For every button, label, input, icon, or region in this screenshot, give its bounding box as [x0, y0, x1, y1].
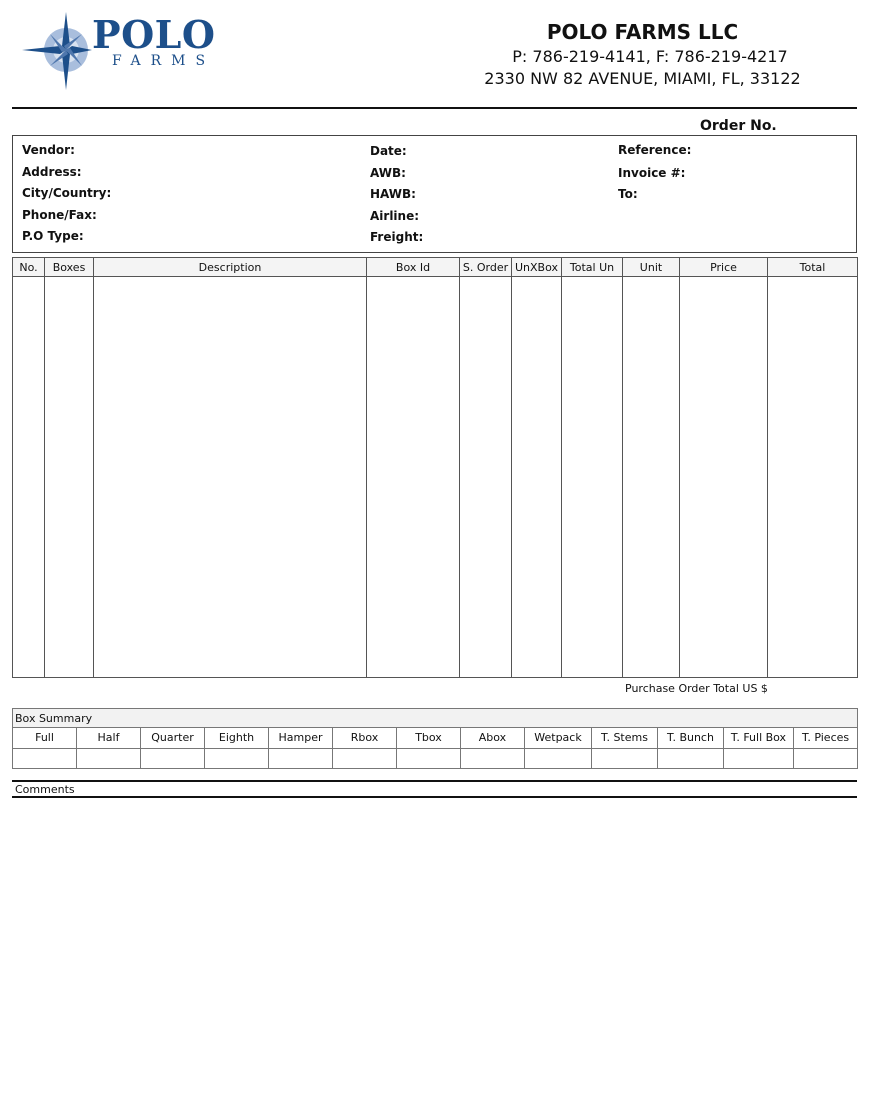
bs-header-half: Half — [77, 728, 141, 748]
table-cell — [680, 277, 768, 678]
company-phone: P: 786-219-4141, F: 786-219-4217 — [512, 47, 788, 66]
items-header-row — [13, 258, 858, 277]
bs-header-t-bunch: T. Bunch — [658, 728, 724, 748]
table-cell — [562, 277, 623, 678]
bs-header-hamper: Hamper — [269, 728, 333, 748]
col-header-no: No. — [13, 258, 45, 277]
bs-header-quarter: Quarter — [141, 728, 205, 748]
table-cell — [512, 277, 562, 678]
reference-label: Reference: — [618, 143, 692, 157]
table-cell — [460, 277, 512, 678]
company-name: POLO FARMS LLC — [546, 20, 739, 44]
invoice-label: Invoice #: — [618, 166, 686, 180]
comments-divider-bottom — [12, 796, 857, 798]
bs-header-full: Full — [13, 728, 77, 748]
to-label: To: — [618, 187, 638, 201]
box-summary-title: Box Summary — [13, 709, 858, 728]
col-header-total: Total — [768, 258, 858, 277]
company-address: 2330 NW 82 AVENUE, MIAMI, FL, 33122 — [484, 69, 801, 88]
bs-header-tbox: Tbox — [397, 728, 461, 748]
bs-header-abox: Abox — [461, 728, 525, 748]
table-cell — [658, 748, 724, 768]
logo-subtitle: FARMS — [112, 53, 216, 69]
bs-header-eighth: Eighth — [205, 728, 269, 748]
vendor-label: Vendor: — [22, 143, 75, 157]
logo-word: POLO — [92, 12, 216, 57]
col-header-total-un: Total Un — [562, 258, 623, 277]
compass-icon — [20, 10, 92, 92]
table-cell — [13, 748, 77, 768]
table-cell — [525, 748, 592, 768]
table-cell — [13, 277, 45, 678]
table-cell — [461, 748, 525, 768]
col-header-boxes: Boxes — [45, 258, 94, 277]
company-logo — [20, 10, 216, 92]
table-cell — [141, 748, 205, 768]
col-header-unxbox: UnXBox — [512, 258, 562, 277]
col-header-description: Description — [94, 258, 367, 277]
comments-label: Comments — [15, 783, 75, 796]
table-cell — [724, 748, 794, 768]
table-cell — [94, 277, 367, 678]
freight-label: Freight: — [370, 230, 424, 244]
vendor-info-box — [12, 135, 857, 253]
table-cell — [768, 277, 858, 678]
box-summary-value-row — [13, 748, 858, 768]
bs-header-wetpack: Wetpack — [525, 728, 592, 748]
comments-divider-top — [12, 780, 857, 782]
bs-header-t-pieces: T. Pieces — [794, 728, 858, 748]
bs-header-t-full-box: T. Full Box — [724, 728, 794, 748]
box-summary-header-row — [13, 728, 858, 748]
table-cell — [397, 748, 461, 768]
po-type-label: P.O Type: — [22, 229, 84, 243]
items-table — [12, 257, 858, 678]
bs-header-rbox: Rbox — [333, 728, 397, 748]
col-header-s-order: S. Order — [460, 258, 512, 277]
airline-label: Airline: — [370, 209, 420, 223]
items-body-row — [13, 277, 858, 678]
table-cell — [269, 748, 333, 768]
box-summary-table — [12, 708, 858, 769]
table-cell — [333, 748, 397, 768]
table-cell — [45, 277, 94, 678]
table-cell — [77, 748, 141, 768]
col-header-box-id: Box Id — [367, 258, 460, 277]
address-label: Address: — [22, 165, 82, 179]
awb-label: AWB: — [370, 166, 406, 180]
hawb-label: HAWB: — [370, 187, 416, 201]
table-cell — [794, 748, 858, 768]
purchase-order-total-label: Purchase Order Total US $ — [625, 682, 768, 695]
table-cell — [623, 277, 680, 678]
order-number-label: Order No. — [700, 118, 777, 134]
bs-header-t-stems: T. Stems — [592, 728, 658, 748]
date-label: Date: — [370, 144, 407, 158]
col-header-price: Price — [680, 258, 768, 277]
city-country-label: City/Country: — [22, 186, 112, 200]
table-cell — [367, 277, 460, 678]
col-header-unit: Unit — [623, 258, 680, 277]
table-cell — [592, 748, 658, 768]
table-cell — [205, 748, 269, 768]
header-divider — [12, 107, 857, 109]
phone-fax-label: Phone/Fax: — [22, 208, 97, 222]
